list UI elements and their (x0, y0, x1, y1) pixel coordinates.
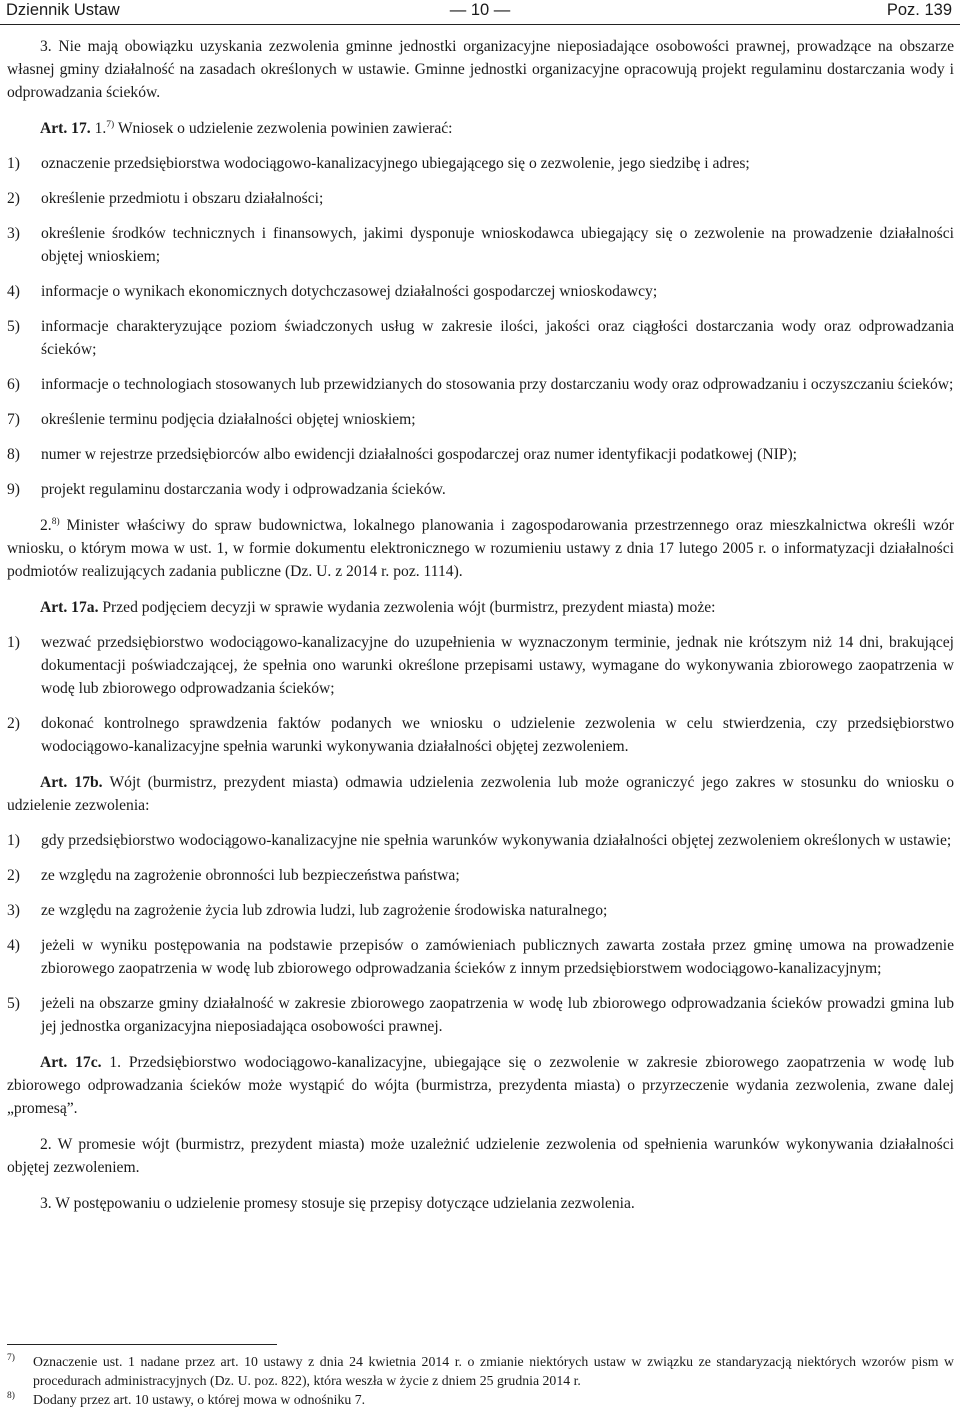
paragraph-text: 1. Przedsiębiorstwo wodociągowo-kanalizacyjne, ubiegające się o zezwolenie w zakresie zbiorowego zaopatrzenia w wodę lub zbiorowego odprowadzania ścieków może wystąpić do wójta (burmistrza, prezydenta miasta) o przyrzeczenie wydania zezwolenia, zwane dalej „promesą”. (7, 1054, 954, 1117)
art-17c-paragraph-2: 2. W promesie wójt (burmistrz, prezydent miasta) może uzależnić udzielenie zezwolenia od spełnienia warunków wykonywania działalności objętej zezwoleniem. (7, 1136, 954, 1176)
publication-title: Dziennik Ustaw (6, 1, 120, 19)
list-item: 1) gdy przedsiębiorstwo wodociągowo-kanalizacyjne nie spełnia warunków wykonywania działalności objętej zezwoleniem określonych w ustawie; (7, 832, 952, 849)
list-item: 5) jeżeli na obszarze gminy działalność w zakresie zbiorowego zaopatrzenia w wodę lub zbiorowego odprowadzania ścieków prowadzi gmina lub jej jednostka organizacyjna nieposiadająca osobowości prawnej. (7, 995, 954, 1035)
lead-text: Wniosek o udzielenie zezwolenia powinien zawierać: (117, 120, 453, 137)
list-item: 5) informacje charakteryzujące poziom świadczonych usług w zakresie ilości, jakości oraz ciągłości dostarczania wody oraz odprowadzania ścieków; (7, 318, 954, 358)
footnote-text: Dodany przez art. 10 ustawy, o której mowa w odnośniku 7. (33, 1392, 366, 1407)
list-item: 9) projekt regulaminu dostarczania wody i odprowadzania ścieków. (7, 481, 446, 498)
article-heading: Art. 17. (40, 120, 91, 137)
list-item: 3) ze względu na zagrożenie życia lub zdrowia ludzi, lub zagrożenie środowiska naturalnego; (7, 902, 608, 919)
list-item: 1) oznaczenie przedsiębiorstwa wodociągowo-kanalizacyjnego ubiegającego się o zezwolenie, jego siedzibę i adres; (7, 155, 750, 172)
footnote-ref[interactable]: 7) (106, 120, 115, 130)
list-item: 2) ze względu na zagrożenie obronności lub bezpieczeństwa państwa; (7, 867, 460, 884)
page-header (0, 0, 960, 25)
list-item: 2) dokonać kontrolnego sprawdzenia faktów podanych we wniosku o udzielenie zezwolenia w celu stwierdzenia, czy przedsiębiorstwo wodociągowo-kanalizacyjne spełnia warunki wykonywania działalności objętej zezwoleniem. (7, 715, 954, 755)
art-17c-paragraph-3: 3. W postępowaniu o udzielenie promesy stosuje się przepisy dotyczące udzielania zezwolenia. (40, 1195, 635, 1212)
list-item: 8) numer w rejestrze przedsiębiorców albo ewidencji działalności gospodarczej oraz numer identyfikacji podatkowej (NIP); (7, 446, 798, 463)
art-17-lead (7, 117, 954, 140)
art-17b-lead (7, 771, 954, 817)
lead-text: Wójt (burmistrz, prezydent miasta) odmawia udzielenia zezwolenia lub może ograniczyć jego zakres w stosunku do wniosku o udzielenie zezwolenia: (7, 774, 954, 814)
list-item: 4) informacje o wynikach ekonomicznych dotychczasowej działalności gospodarczej wnioskodawcy; (7, 283, 658, 300)
article-heading: Art. 17b. (40, 774, 103, 791)
position-number: Poz. 139 (886, 1, 952, 19)
footnote-mark: 7) (7, 1353, 15, 1363)
art-17a-list (7, 631, 954, 758)
list-item: 1) wezwać przedsiębiorstwo wodociągowo-kanalizacyjne do uzupełnienia w wyznaczonym terminie, jednak nie krótszym niż 14 dni, brakującej dokumentacji poświadczającej, że spełnia ono warunki określone przepisami ustawy, wymagane do wykonywania zbiorowego zaopatrzenia w wodę lub zbiorowego odprowadzania ścieków; (7, 634, 954, 697)
list-item: 4) jeżeli w wyniku postępowania na podstawie przepisów o zamówieniach publicznych zawarta została przez gminę umowa na prowadzenie zbiorowego zaopatrzenia w wodę lub zbiorowego odprowadzania ścieków z innym przedsiębiorstwem wodociągowo-kanalizacyjnym; (7, 937, 954, 977)
footnote-text: Oznaczenie ust. 1 nadane przez art. 10 ustawy z dnia 24 kwietnia 2014 r. o zmianie niektórych ustaw w związku ze standaryzacją niektórych wzorów pism w procedurach administracyjnych (Dz. U. poz. 822), która weszła w życie z dniem 25 grudnia 2014 r. (33, 1354, 954, 1388)
paragraph-number: 1. (94, 120, 107, 137)
art-17-paragraph-2 (7, 514, 954, 583)
paragraph-number: 2. (40, 517, 52, 534)
art-17b-list (7, 829, 954, 1038)
article-heading: Art. 17c. (40, 1054, 102, 1071)
list-item: 7) określenie terminu podjęcia działalności objętej wnioskiem; (7, 411, 416, 428)
footnote (7, 1352, 954, 1390)
art-17-list (7, 152, 954, 501)
paragraph-text: Minister właściwy do spraw budownictwa, lokalnego planowania i zagospodarowania przestrzennego oraz mieszkalnictwa określi wzór wniosku, o którym mowa w ust. 1, w formie dokumentu elektronicznego w rozumieniu ustawy z dnia 17 lutego 2005 r. o informatyzacji działalności podmiotów realizujących zadania publiczne (Dz. U. z 2014 r. poz. 1114). (7, 517, 955, 580)
art-17c-paragraph-1 (7, 1051, 954, 1120)
footnote-divider (7, 1344, 277, 1345)
document-body (7, 35, 954, 1215)
art-17a-lead (7, 596, 954, 619)
list-item: 3) określenie środków technicznych i finansowych, jakimi dysponuje wnioskodawca ubiegający się o zezwolenie na prowadzenie działalności objętej wnioskiem; (7, 225, 954, 265)
lead-text: Przed podjęciem decyzji w sprawie wydania zezwolenia wójt (burmistrz, prezydent miasta) może: (102, 599, 716, 616)
paragraph-3: 3. Nie mają obowiązku uzyskania zezwolenia gminne jednostki organizacyjne nieposiadające osobowości prawnej, prowadzące na obszarze własnej gminy działalność na zasadach określonych w ustawie. Gminne jednostki organizacyjne opracowują projekt regulaminu dostarczania wody i odprowadzania ścieków. (7, 38, 954, 101)
article-heading: Art. 17a. (40, 599, 99, 616)
footnote-ref[interactable]: 8) (51, 517, 60, 527)
list-item: 6) informacje o technologiach stosowanych lub przewidzianych do stosowania przy dostarczaniu wody oraz odprowadzaniu i oczyszczaniu ścieków; (7, 376, 954, 393)
page-number: — 10 — (449, 1, 511, 19)
footnotes (7, 1352, 954, 1409)
footnote-mark: 8) (7, 1391, 15, 1401)
footnote (7, 1390, 954, 1409)
list-item: 2) określenie przedmiotu i obszaru działalności; (7, 190, 324, 207)
